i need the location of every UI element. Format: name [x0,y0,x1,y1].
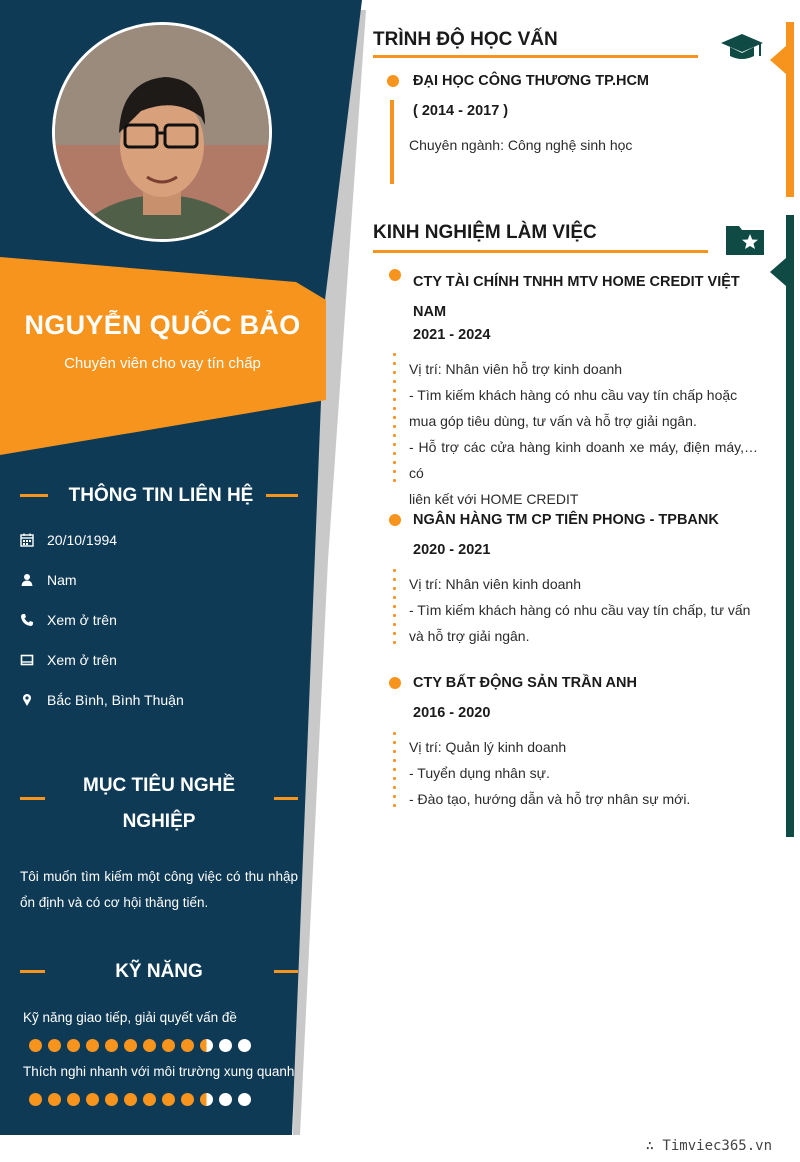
contact-email [20,650,117,670]
calendar-icon [20,533,34,547]
company-name: CTY BẤT ĐỘNG SẢN TRẦN ANH [413,675,637,691]
timeline-bullet [389,677,401,689]
job-description [409,734,758,812]
job-duty: mua góp tiêu dùng, tư vấn và hỗ trợ giải ngân. [409,413,697,429]
job-years: 2016 - 2020 [413,705,491,721]
job-position: Vị trí: Quản lý kinh doanh [409,739,567,755]
contact-phone-value: Xem ở trên [47,612,117,628]
contact-address-value: Bắc Bình, Bình Thuận [47,692,184,708]
email-icon [20,653,34,667]
rating-dot [105,1039,118,1052]
objective-text: Tôi muốn tìm kiếm một công việc có thu nhập ổn định và có cơ hội thăng tiến. [20,869,298,910]
timeline-bar [390,100,394,184]
objective-heading-line2: NGHIỆP [122,811,196,832]
phone-icon [20,613,34,627]
rating-dot [181,1039,194,1052]
experience-heading: KINH NGHIỆM LÀM VIỆC [373,222,597,243]
job-years: 2021 - 2024 [413,327,491,343]
rating-dot [181,1093,194,1106]
rating-dot [29,1093,42,1106]
contact-email-value: Xem ở trên [47,652,117,668]
rating-dot [143,1039,156,1052]
company-name-line2: NAM [413,304,447,320]
job-duty: liên kết với HOME CREDIT [409,491,579,507]
timeline-bullet [389,514,401,526]
objective-heading [50,768,268,840]
job-position: Vị trí: Nhân viên kinh doanh [409,576,581,592]
footer-brand[interactable]: ∴ Timviec365.vn [645,1138,772,1154]
education-heading: TRÌNH ĐỘ HỌC VẤN [373,29,558,50]
rating-dot [200,1093,213,1106]
rating-dot [219,1039,232,1052]
job-duty: - Tìm kiếm khách hàng có nhu cầu vay tín chấp hoặc [409,387,738,403]
divider [274,970,298,973]
candidate-name: NGUYỄN QUỐC BẢO [24,310,301,340]
school-name: ĐẠI HỌC CÔNG THƯƠNG TP.HCM [413,73,649,89]
candidate-title: Chuyên viên cho vay tín chấp [64,355,261,372]
company-name: NGÂN HÀNG TM CP TIÊN PHONG - TPBANK [413,512,719,528]
rating-dot [162,1039,175,1052]
timeline-dotted-line [393,566,396,648]
contact-gender-value: Nam [47,572,77,588]
job-duty: - Tìm kiếm khách hàng có nhu cầu vay tín chấp, tư vấn [409,602,751,618]
job-duty: - Hỗ trợ các cửa hàng kinh doanh xe máy, điện máy,… có [409,439,758,481]
rating-dot [86,1039,99,1052]
objective-heading-line1: MỤC TIÊU NGHỀ [83,775,235,796]
graduation-cap-icon [720,32,764,62]
company-name [413,267,758,327]
timeline-bullet [387,75,399,87]
rating-dot [124,1093,137,1106]
education-major: Chuyên ngành: Công nghệ sinh học [409,137,633,153]
rating-dot [238,1039,251,1052]
rating-dot [29,1039,42,1052]
contact-address [20,690,184,710]
contact-birthday-value: 20/10/1994 [47,532,118,548]
divider [20,797,45,800]
timeline-bullet [389,269,401,281]
rating-dot [219,1093,232,1106]
job-duty: - Đào tạo, hướng dẫn và hỗ trợ nhân sự mới. [409,791,691,807]
timeline-dotted-line [393,350,396,486]
divider [274,797,298,800]
rating-dot [105,1093,118,1106]
folder-star-icon [725,222,765,256]
job-duty: và hỗ trợ giải ngân. [409,628,530,644]
divider [373,55,698,58]
divider [266,494,298,497]
location-icon [20,693,34,707]
rating-dot [162,1093,175,1106]
divider [20,970,45,973]
job-position: Vị trí: Nhân viên hỗ trợ kinh doanh [409,361,623,377]
company-name-line1: CTY TÀI CHÍNH TNHH MTV HOME CREDIT VIỆT [413,274,740,290]
rating-dot [48,1039,61,1052]
divider [20,494,48,497]
avatar-photo [55,25,269,239]
contact-phone [20,610,117,630]
skill-name: Thích nghi nhanh với môi trường xung quanh [23,1064,295,1079]
rating-dot [200,1039,213,1052]
rating-dot [48,1093,61,1106]
rating-dot [124,1039,137,1052]
divider [373,250,708,253]
rating-dot [238,1093,251,1106]
contact-gender [20,570,77,590]
rating-dot [67,1039,80,1052]
contact-birthday [20,530,117,550]
skills-heading: KỸ NĂNG [115,961,203,982]
contact-heading: THÔNG TIN LIÊN HỆ [68,485,254,506]
job-description [409,571,758,649]
rating-dot [143,1093,156,1106]
job-duty: - Tuyển dụng nhân sự. [409,765,550,781]
avatar [52,22,272,242]
skill-rating [29,1039,251,1052]
education-years: ( 2014 - 2017 ) [413,103,509,119]
person-icon [20,573,34,587]
skill-rating [29,1093,251,1106]
timeline-dotted-line [393,729,396,813]
skill-name: Kỹ năng giao tiếp, giải quyết vấn đề [23,1010,237,1025]
job-description [409,356,758,512]
rating-dot [67,1093,80,1106]
job-years: 2020 - 2021 [413,542,491,558]
rating-dot [86,1093,99,1106]
